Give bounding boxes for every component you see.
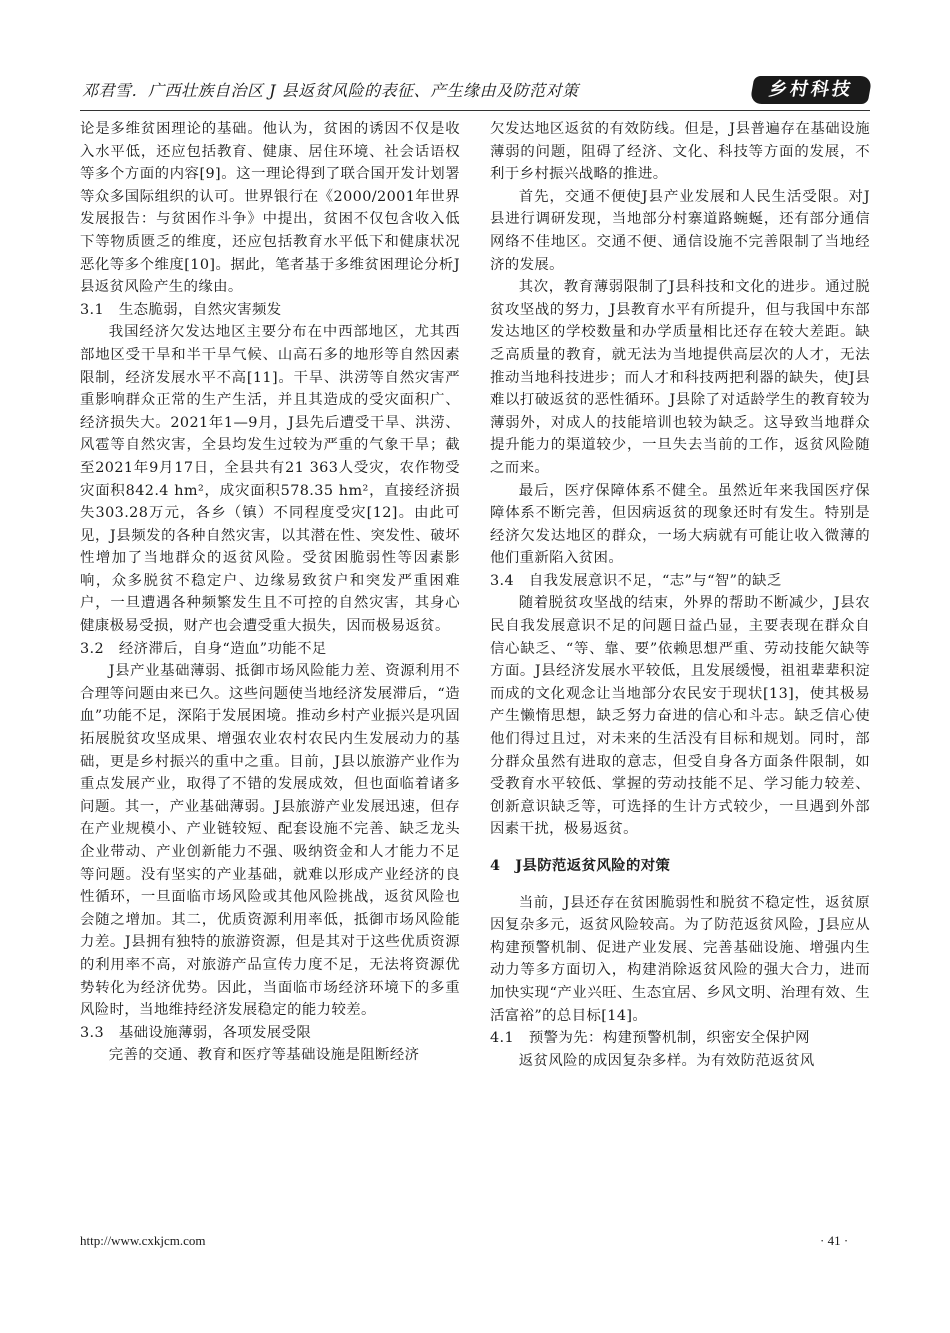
section-heading-3-3: 3.3 基础设施薄弱，各项发展受限 xyxy=(80,1024,312,1041)
section-heading-4-1: 4.1 预警为先：构建预警机制，织密安全保护网 xyxy=(490,1030,810,1047)
paragraph: 欠发达地区返贫的有效防线。但是，J县普遍存在基础设施薄弱的问题，阻碍了经济、文化、科技等方面的发展，不利于乡村振兴战略的推进。 xyxy=(490,121,870,183)
header-rule xyxy=(80,110,870,111)
paragraph: 我国经济欠发达地区主要分布在中西部地区，尤其西部地区受干旱和半干旱气候、山高石多的地形等自然因素限制，经济发展水平不高[11]。干旱、洪涝等自然灾害严重影响群众正常的生产生活，并且其造成的受灾面积广、经济损失大。2021年1—9月，J县先后遭受干旱、洪涝、风雹等自然灾害，全县均发生过较为严重的气象干旱；截至2021年9月17日，全县共有21 363人受灾，农作物受灾面积842.4 hm²，成灾面积578.35 hm²，直接经济损失303.28万元，各乡（镇）不同程度受灾[12]。由此可见，J县频发的各种自然灾害，以其潜在性、突发性、破坏性增加了当地群众的返贫风险。受贫困脆弱性等因素影响，众多脱贫不稳定户、边缘易致贫户和突发严重困难户，一旦遭遇各种频繁发生且不可控的自然灾害，其身心健康极易受损，财产也会遭受重大损失，因而极易返贫。 xyxy=(80,324,460,635)
paragraph: 其次，教育薄弱限制了J县科技和文化的进步。通过脱贫攻坚战的努力，J县教育水平有所提升，但与我国中东部发达地区的学校数量和办学质量相比还存在较大差距。缺乏高质量的教育，就无法为当地提供高层次的人才，无法推动当地科技进步；而人才和科技两把利器的缺失，使J县难以打破返贫的恶性循环。J县除了对适龄学生的教育较为薄弱外，对成人的技能培训也较为缺乏。这导致当地群众提升能力的渠道较少，一旦失去当前的工作，返贫风险随之而来。 xyxy=(490,279,870,476)
paragraph: 论是多维贫困理论的基础。他认为，贫困的诱因不仅是收入水平低，还应包括教育、健康、居住环境、社会话语权等多个方面的内容[9]。这一理论得到了联合国开发计划署等众多国际组织的认可。世界银行在《2000/2001年世界发展报告：与贫困作斗争》中提出，贫困不仅包含收入低下等物质匮乏的维度，还应包括教育水平低下和健康状况恶化等多个维度[10]。据此，笔者基于多维贫困理论分析J县返贫风险产生的缘由。 xyxy=(80,121,460,296)
paragraph: 当前，J县还存在贫困脆弱性和脱贫不稳定性，返贫原因复杂多元，返贫风险较高。为了防范返贫风险，J县应从构建预警机制、促进产业发展、完善基础设施、增强内生动力等多方面切入，构建消除返贫风险的强大合力，进而加快实现“产业兴旺、生态宜居、乡风文明、治理有效、生活富裕”的总目标[14]。 xyxy=(490,894,870,1024)
footer-url: http://www.cxkjcm.com xyxy=(80,1233,206,1248)
section-heading-4: 4 J县防范返贫风险的对策 xyxy=(490,857,671,874)
paragraph: 最后，医疗保障体系不健全。虽然近年来我国医疗保障体系不断完善，但因病返贫的现象还时有发生。特别是经济欠发达地区的群众，一场大病就有可能让收入微薄的他们重新陷入贫困。 xyxy=(490,482,870,567)
right-column xyxy=(490,118,870,1072)
left-column xyxy=(80,118,460,1067)
section-heading-3-1: 3.1 生态脆弱，自然灾害频发 xyxy=(80,301,282,318)
section-heading-3-4: 3.4 自我发展意识不足，“志”与“智”的缺乏 xyxy=(490,572,782,589)
running-header-title: 邓君雪．广西壮族自治区 J 县返贫风险的表征、产生缘由及防范对策 xyxy=(82,81,579,100)
paragraph: 首先，交通不便使J县产业发展和人民生活受限。对J县进行调研发现，当地部分村寨道路蜿蜒，还有部分通信网络不佳地区。交通不便、通信设施不完善限制了当地经济的发展。 xyxy=(490,188,870,273)
paragraph: J县产业基础薄弱、抵御市场风险能力差、资源利用不合理等问题由来已久。这些问题使当地经济发展滞后，“造血”功能不足，深陷于发展困境。推动乡村产业振兴是巩固拓展脱贫攻坚成果、增强农业农村农民内生发展动力的基础，更是乡村振兴的重中之重。目前，J县以旅游产业作为重点发展产业，取得了不错的发展成效，但也面临着诸多问题。其一，产业基础薄弱。J县旅游产业发展迅速，但存在产业规模小、产业链较短、配套设施不完善、缺乏龙头企业带动、产业创新能力不强、吸纳资金和人才能力不足等问题。没有坚实的产业基础，就难以形成产业经济的良性循环，一旦面临市场风险或其他风险挑战，返贫风险也会随之增加。其二，优质资源利用率低，抵御市场风险能力差。J县拥有独特的旅游资源，但是其对于这些优质资源的利用率不高，对旅游产品宣传力度不足，无法将资源优势转化为经济优势。因此，当面临市场经济环境下的多重风险时，当地维持经济发展稳定的能力较差。 xyxy=(80,663,460,1019)
paragraph: 完善的交通、教育和医疗等基础设施是阻断经济 xyxy=(108,1047,420,1064)
page-number: · 41 · xyxy=(820,1233,849,1248)
paragraph: 随着脱贫攻坚战的结束，外界的帮助不断减少，J县农民自我发展意识不足的问题日益凸显，主要表现在群众自信心缺乏、“等、靠、要”依赖思想严重、劳动技能欠缺等方面。J县经济发展水平较低，且发展缓慢，祖祖辈辈积淀而成的文化观念让当地部分农民安于现状[13]，使其极易产生懒惰思想，缺乏努力奋进的信心和斗志。缺乏信心使他们得过且过，对未来的生活没有目标和规划。同时，部分群众虽然有进取的意志，但受自身各方面条件限制，如受教育水平较低、掌握的劳动技能不足、学习能力较差、创新意识缺乏等，可选择的生计方式较少，一旦遇到外部因素干扰，极易返贫。 xyxy=(490,595,870,838)
journal-logo: 乡村科技 xyxy=(750,76,873,104)
section-heading-3-2: 3.2 经济滞后，自身“造血”功能不足 xyxy=(80,640,327,657)
paragraph: 返贫风险的成因复杂多样。为有效防范返贫风 xyxy=(518,1052,815,1069)
